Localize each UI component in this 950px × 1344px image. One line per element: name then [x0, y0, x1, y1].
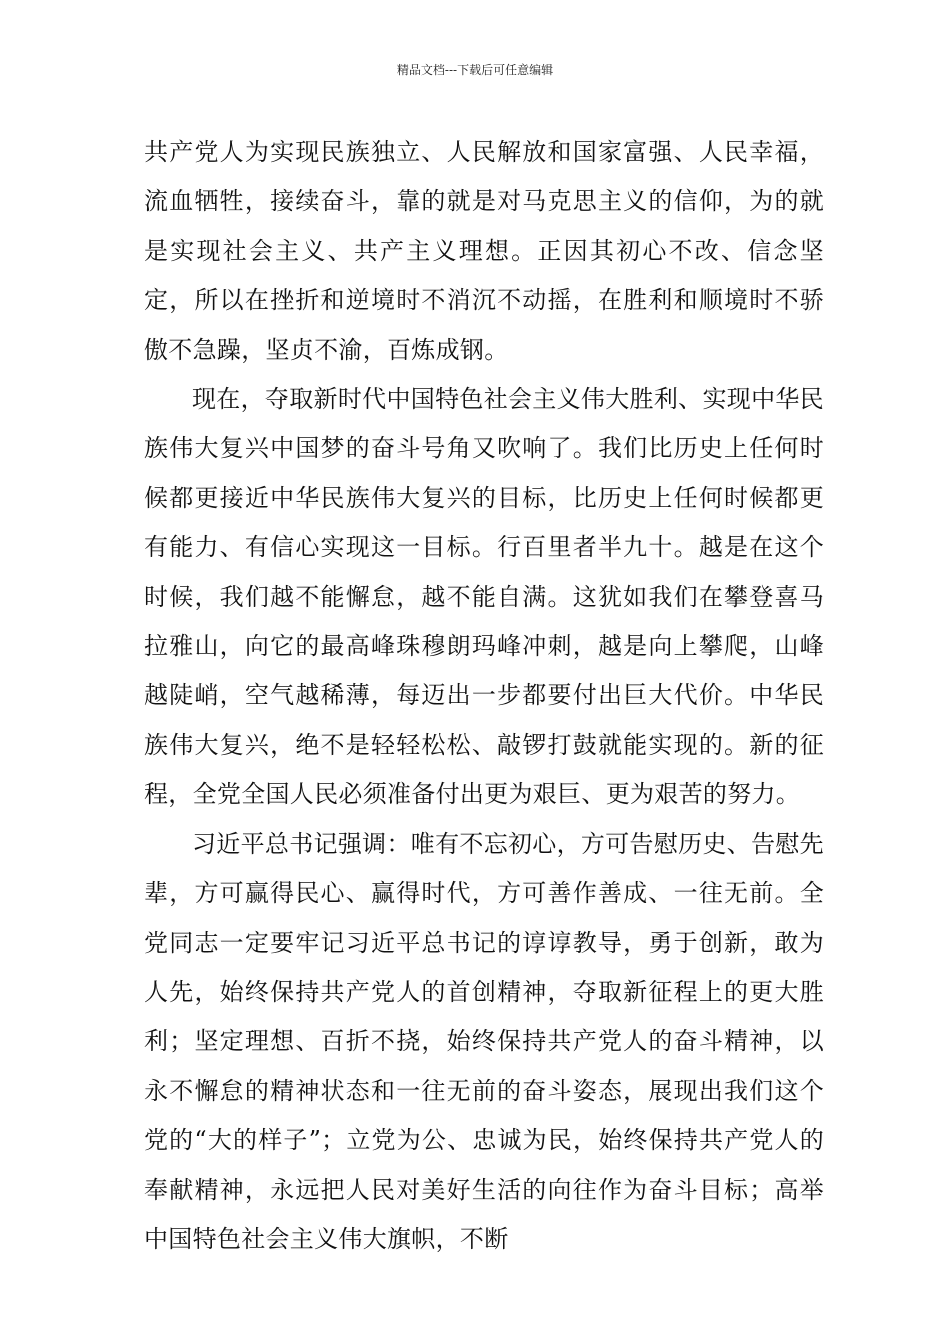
document-body — [144, 128, 824, 1264]
page-header: 精品文档---下载后可任意编辑 — [396, 63, 554, 77]
paragraph-3: 习近平总书记强调：唯有不忘初心，方可告慰历史、告慰先辈，方可赢得民心、赢得时代，方可善作善成、一往无前。全党同志一定要牢记习近平总书记的谆谆教导，勇于创新，敢为人先，始终保持共产党人的首创精神，夺取新征程上的更大胜利；坚定理想、百折不挠，始终保持共产党人的奋斗精神，以永不懈怠的精神状态和一往无前的奋斗姿态，展现出我们这个党的“大的样子”；立党为公、忠诚为民，始终保持共产党人的奉献精神，永远把人民对美好生活的向往作为奋斗目标；高举中国特色社会主义伟大旗帜，不断 — [144, 829, 824, 1253]
paragraph-1: 共产党人为实现民族独立、人民解放和国家富强、人民幸福，流血牺牲，接续奋斗，靠的就是对马克思主义的信仰，为的就是实现社会主义、共产主义理想。正因其初心不改、信念坚定，所以在挫折和逆境时不消沉不动摇，在胜利和顺境时不骄傲不急躁，坚贞不渝，百炼成钢。 — [144, 138, 824, 364]
paragraph-2: 现在，夺取新时代中国特色社会主义伟大胜利、实现中华民族伟大复兴中国梦的奋斗号角又吹响了。我们比历史上任何时候都更接近中华民族伟大复兴的目标，比历史上任何时候都更有能力、有信心实现这一目标。行百里者半九十。越是在这个时候，我们越不能懈怠，越不能自满。这犹如我们在攀登喜马拉雅山，向它的最高峰珠穆朗玛峰冲刺，越是向上攀爬，山峰越陡峭，空气越稀薄，每迈出一步都要付出巨大代价。中华民族伟大复兴，绝不是轻轻松松、敲锣打鼓就能实现的。新的征程，全党全国人民必须准备付出更为艰巨、更为艰苦的努力。 — [144, 385, 824, 809]
